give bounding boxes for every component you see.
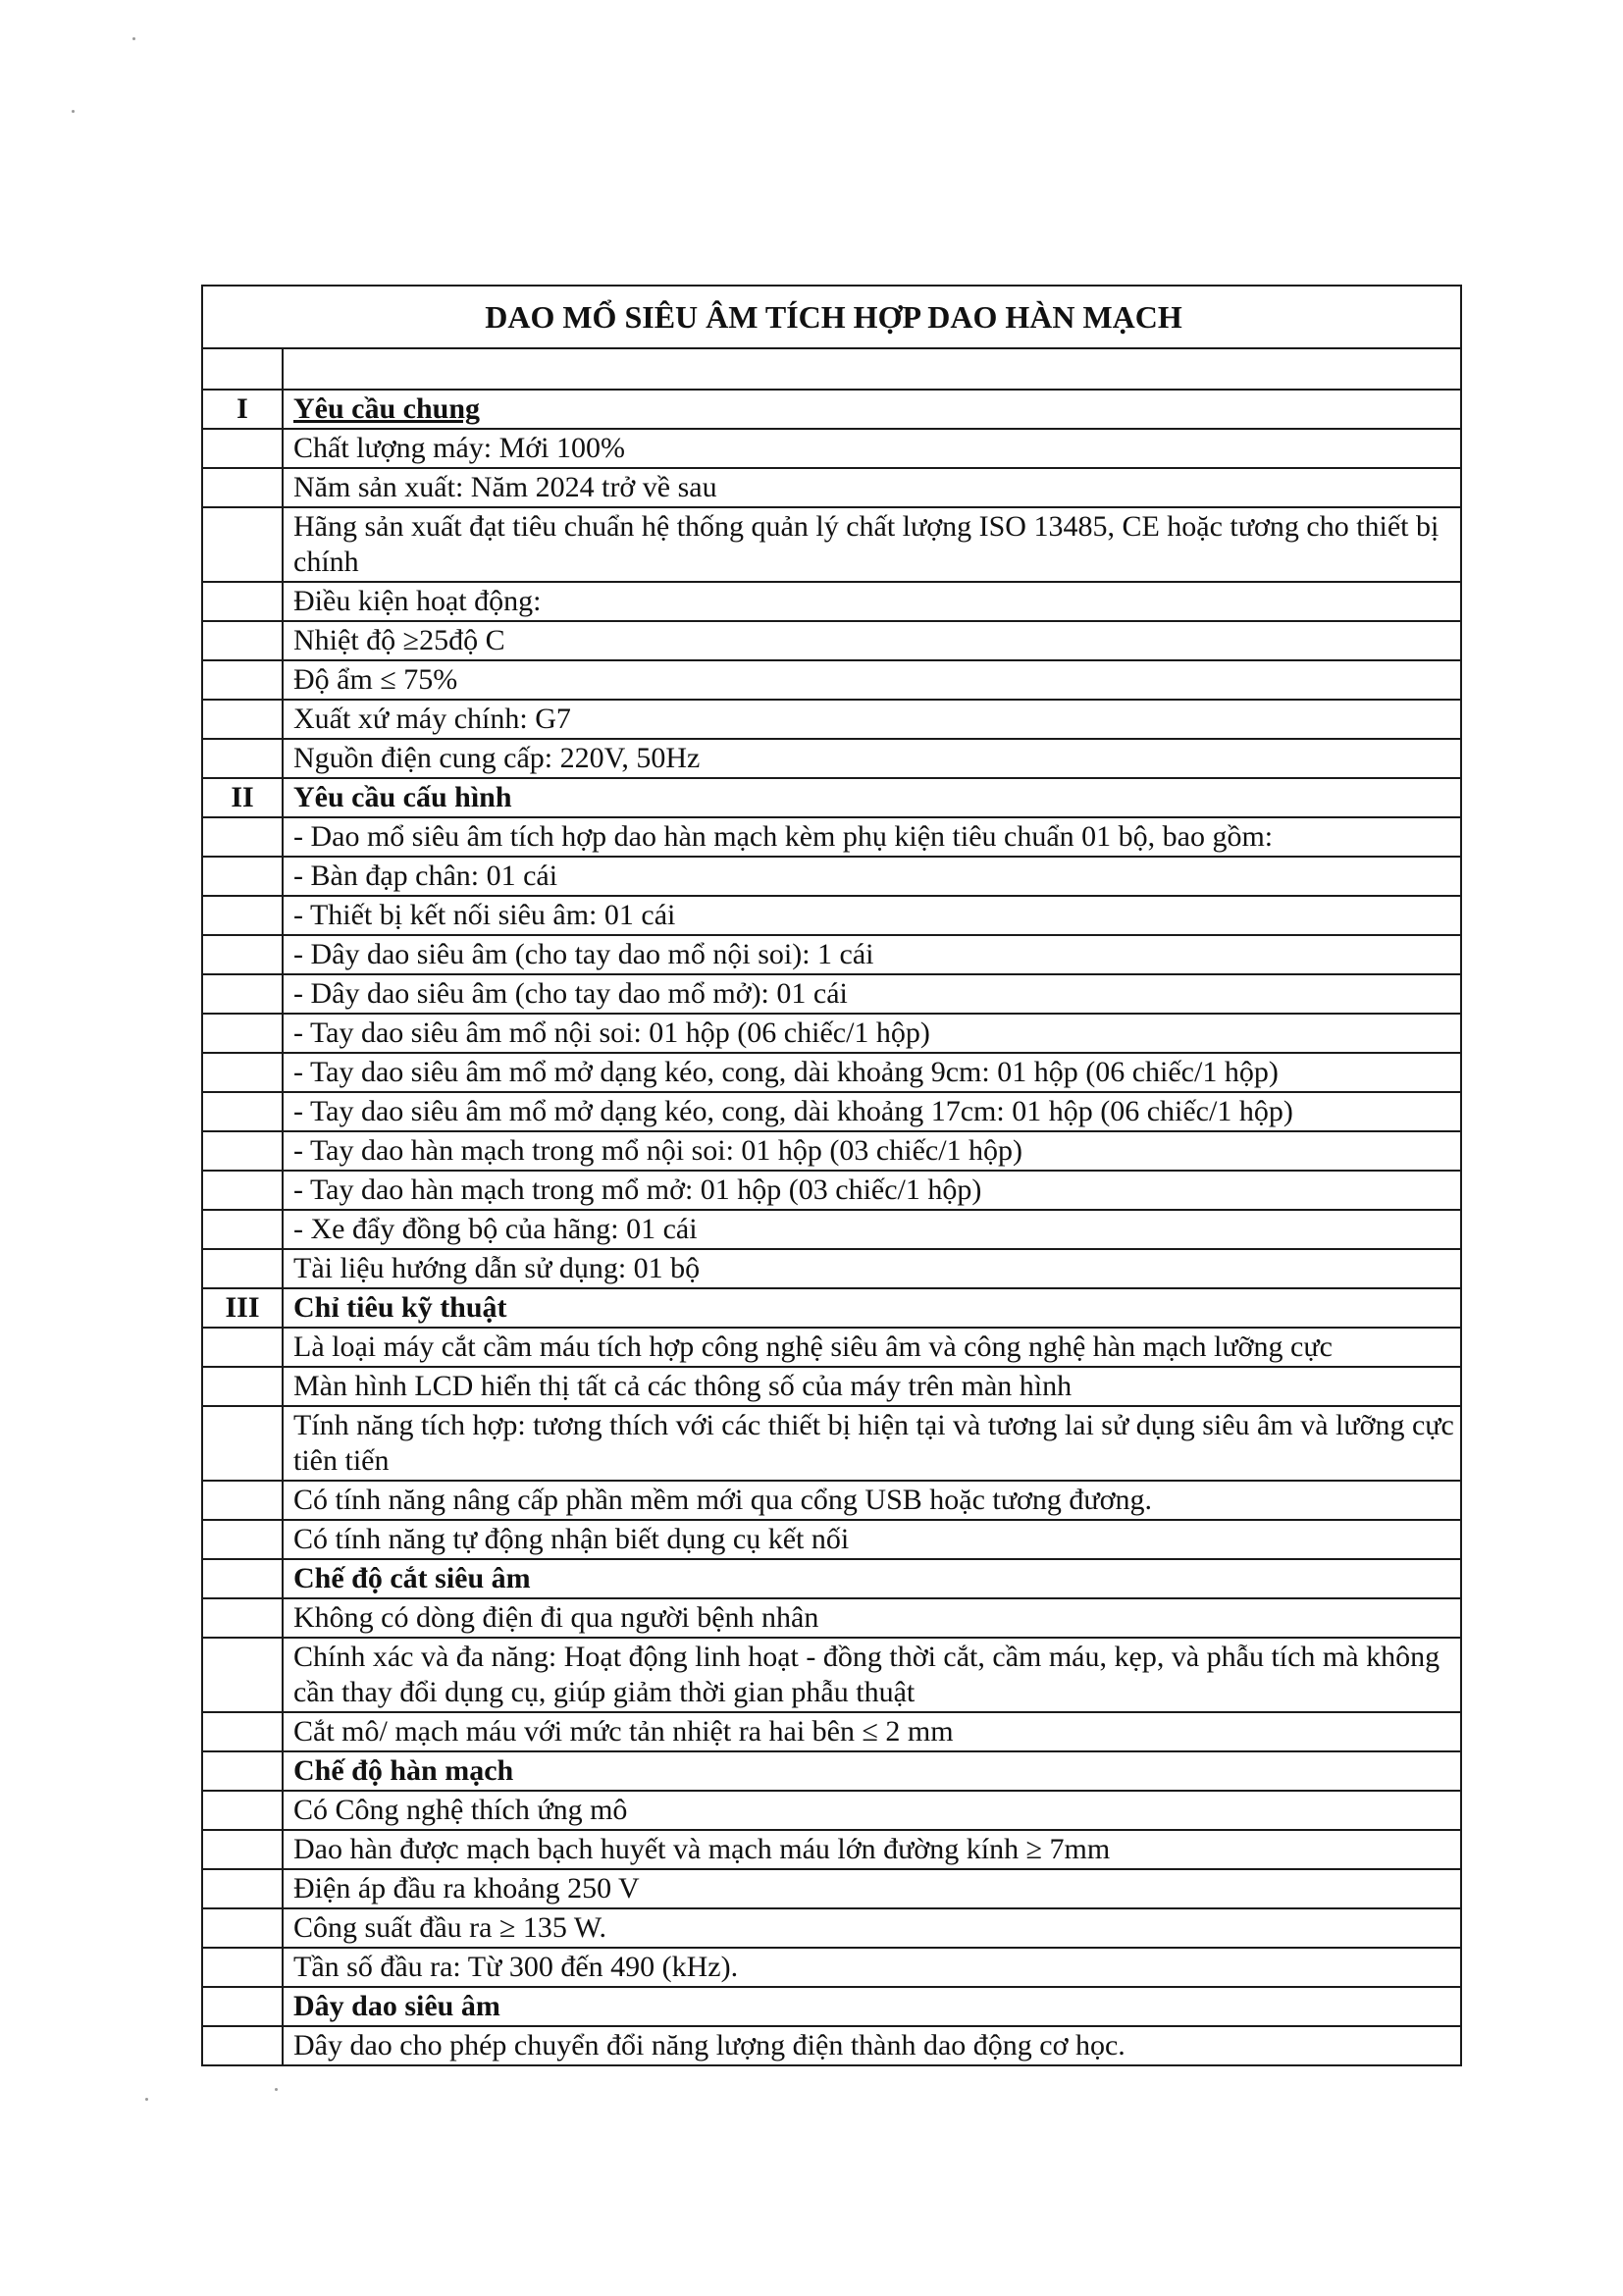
number-cell bbox=[202, 1406, 283, 1481]
number-cell bbox=[202, 2026, 283, 2065]
spec-row bbox=[202, 1328, 1461, 1367]
spec-row bbox=[202, 582, 1461, 621]
number-cell bbox=[202, 1520, 283, 1559]
number-cell bbox=[202, 468, 283, 507]
number-cell bbox=[202, 700, 283, 739]
spec-item: Màn hình LCD hiển thị tất cả các thông số của máy trên màn hình bbox=[283, 1367, 1461, 1406]
number-cell bbox=[202, 1481, 283, 1520]
subsection-heading: Chế độ cắt siêu âm bbox=[283, 1559, 1461, 1598]
spec-item: Dây dao cho phép chuyển đổi năng lượng điện thành dao động cơ học. bbox=[283, 2026, 1461, 2065]
number-cell bbox=[202, 1712, 283, 1751]
number-cell bbox=[202, 507, 283, 582]
spec-item: - Dây dao siêu âm (cho tay dao mổ mở): 01 cái bbox=[283, 974, 1461, 1014]
subsection-heading: Dây dao siêu âm bbox=[283, 1987, 1461, 2026]
section-heading-row bbox=[202, 1288, 1461, 1328]
section-heading-row bbox=[202, 390, 1461, 429]
number-cell bbox=[202, 1869, 283, 1908]
spec-item: - Xe đẩy đồng bộ của hãng: 01 cái bbox=[283, 1210, 1461, 1249]
spec-row bbox=[202, 1598, 1461, 1638]
spec-item: Độ ẩm ≤ 75% bbox=[283, 660, 1461, 700]
spec-item: Hãng sản xuất đạt tiêu chuẩn hệ thống quản lý chất lượng ISO 13485, CE hoặc tương cho thiết bị chính bbox=[283, 507, 1461, 582]
spec-row bbox=[202, 1520, 1461, 1559]
spec-item: - Tay dao siêu âm mổ mở dạng kéo, cong, dài khoảng 9cm: 01 hộp (06 chiếc/1 hộp) bbox=[283, 1053, 1461, 1092]
spec-row bbox=[202, 1171, 1461, 1210]
number-cell bbox=[202, 1171, 283, 1210]
spec-item: - Tay dao siêu âm mổ mở dạng kéo, cong, dài khoảng 17cm: 01 hộp (06 chiếc/1 hộp) bbox=[283, 1092, 1461, 1131]
spec-item: Tài liệu hướng dẫn sử dụng: 01 bộ bbox=[283, 1249, 1461, 1288]
spec-row bbox=[202, 507, 1461, 582]
number-cell bbox=[202, 1092, 283, 1131]
spec-row bbox=[202, 1481, 1461, 1520]
spec-item: - Bàn đạp chân: 01 cái bbox=[283, 857, 1461, 896]
subsection-heading-row bbox=[202, 1559, 1461, 1598]
number-cell bbox=[202, 974, 283, 1014]
number-cell bbox=[202, 857, 283, 896]
number-cell bbox=[202, 817, 283, 857]
number-cell bbox=[202, 1131, 283, 1171]
blank-row bbox=[202, 348, 1461, 390]
number-cell bbox=[202, 1830, 283, 1869]
scan-speck bbox=[145, 2098, 148, 2101]
spec-item: Có Công nghệ thích ứng mô bbox=[283, 1791, 1461, 1830]
spec-item: Công suất đầu ra ≥ 135 W. bbox=[283, 1908, 1461, 1948]
spec-row bbox=[202, 896, 1461, 935]
number-cell bbox=[202, 1791, 283, 1830]
number-cell bbox=[202, 896, 283, 935]
number-cell bbox=[202, 660, 283, 700]
spec-row bbox=[202, 1367, 1461, 1406]
spec-item: Điều kiện hoạt động: bbox=[283, 582, 1461, 621]
section-number: II bbox=[202, 778, 283, 817]
spec-row bbox=[202, 700, 1461, 739]
number-cell bbox=[202, 1249, 283, 1288]
spec-table bbox=[201, 285, 1462, 2066]
spec-item: - Thiết bị kết nối siêu âm: 01 cái bbox=[283, 896, 1461, 935]
spec-row bbox=[202, 817, 1461, 857]
number-cell bbox=[202, 1908, 283, 1948]
spec-item: - Tay dao siêu âm mổ nội soi: 01 hộp (06 chiếc/1 hộp) bbox=[283, 1014, 1461, 1053]
document-title: DAO MỔ SIÊU ÂM TÍCH HỢP DAO HÀN MẠCH bbox=[202, 286, 1461, 348]
blank-cell bbox=[202, 348, 283, 390]
spec-row bbox=[202, 935, 1461, 974]
spec-item: Nhiệt độ ≥25độ C bbox=[283, 621, 1461, 660]
number-cell bbox=[202, 1559, 283, 1598]
spec-row bbox=[202, 1014, 1461, 1053]
section-number: I bbox=[202, 390, 283, 429]
section-heading: Yêu cầu chung bbox=[283, 390, 1461, 429]
blank-cell bbox=[283, 348, 1461, 390]
spec-item: Năm sản xuất: Năm 2024 trở về sau bbox=[283, 468, 1461, 507]
spec-row bbox=[202, 468, 1461, 507]
spec-item: Tần số đầu ra: Từ 300 đến 490 (kHz). bbox=[283, 1948, 1461, 1987]
spec-row bbox=[202, 1249, 1461, 1288]
spec-row bbox=[202, 621, 1461, 660]
spec-item: Xuất xứ máy chính: G7 bbox=[283, 700, 1461, 739]
spec-item: Tính năng tích hợp: tương thích với các thiết bị hiện tại và tương lai sử dụng siêu âm và lưỡng cực tiên tiến bbox=[283, 1406, 1461, 1481]
scan-speck bbox=[72, 110, 75, 113]
title-row bbox=[202, 286, 1461, 348]
scan-speck bbox=[132, 37, 135, 40]
spec-row bbox=[202, 1406, 1461, 1481]
spec-row bbox=[202, 1638, 1461, 1712]
section-heading: Chỉ tiêu kỹ thuật bbox=[283, 1288, 1461, 1328]
number-cell bbox=[202, 1638, 283, 1712]
scan-speck bbox=[275, 2088, 278, 2091]
spec-row bbox=[202, 1131, 1461, 1171]
number-cell bbox=[202, 1014, 283, 1053]
number-cell bbox=[202, 935, 283, 974]
number-cell bbox=[202, 1598, 283, 1638]
spec-row bbox=[202, 2026, 1461, 2065]
spec-item: - Tay dao hàn mạch trong mổ mở: 01 hộp (03 chiếc/1 hộp) bbox=[283, 1171, 1461, 1210]
spec-row bbox=[202, 974, 1461, 1014]
number-cell bbox=[202, 1210, 283, 1249]
number-cell bbox=[202, 582, 283, 621]
spec-item: Chính xác và đa năng: Hoạt động linh hoạt - đồng thời cắt, cầm máu, kẹp, và phẫu tích mà không cần thay đổi dụng cụ, giúp giảm thời gian phẫu thuật bbox=[283, 1638, 1461, 1712]
spec-item: Nguồn điện cung cấp: 220V, 50Hz bbox=[283, 739, 1461, 778]
spec-row bbox=[202, 739, 1461, 778]
spec-row bbox=[202, 1869, 1461, 1908]
section-heading-row bbox=[202, 778, 1461, 817]
section-number: III bbox=[202, 1288, 283, 1328]
number-cell bbox=[202, 1987, 283, 2026]
spec-item: Không có dòng điện đi qua người bệnh nhân bbox=[283, 1598, 1461, 1638]
subsection-heading-row bbox=[202, 1751, 1461, 1791]
spec-row bbox=[202, 1712, 1461, 1751]
spec-row bbox=[202, 1830, 1461, 1869]
number-cell bbox=[202, 1751, 283, 1791]
spec-item: Dao hàn được mạch bạch huyết và mạch máu lớn đường kính ≥ 7mm bbox=[283, 1830, 1461, 1869]
subsection-heading: Chế độ hàn mạch bbox=[283, 1751, 1461, 1791]
spec-row bbox=[202, 660, 1461, 700]
number-cell bbox=[202, 1328, 283, 1367]
section-heading: Yêu cầu cấu hình bbox=[283, 778, 1461, 817]
spec-item: - Dây dao siêu âm (cho tay dao mổ nội soi): 1 cái bbox=[283, 935, 1461, 974]
number-cell bbox=[202, 739, 283, 778]
number-cell bbox=[202, 429, 283, 468]
spec-item: Điện áp đầu ra khoảng 250 V bbox=[283, 1869, 1461, 1908]
spec-item: - Dao mổ siêu âm tích hợp dao hàn mạch kèm phụ kiện tiêu chuẩn 01 bộ, bao gồm: bbox=[283, 817, 1461, 857]
number-cell bbox=[202, 1948, 283, 1987]
spec-item: - Tay dao hàn mạch trong mổ nội soi: 01 hộp (03 chiếc/1 hộp) bbox=[283, 1131, 1461, 1171]
spec-row bbox=[202, 1791, 1461, 1830]
spec-row bbox=[202, 1092, 1461, 1131]
spec-row bbox=[202, 1053, 1461, 1092]
spec-row bbox=[202, 857, 1461, 896]
number-cell bbox=[202, 621, 283, 660]
subsection-heading-row bbox=[202, 1987, 1461, 2026]
spec-item: Có tính năng tự động nhận biết dụng cụ kết nối bbox=[283, 1520, 1461, 1559]
spec-row bbox=[202, 1948, 1461, 1987]
spec-row bbox=[202, 429, 1461, 468]
spec-row bbox=[202, 1210, 1461, 1249]
number-cell bbox=[202, 1367, 283, 1406]
spec-row bbox=[202, 1908, 1461, 1948]
spec-item: Có tính năng nâng cấp phần mềm mới qua cổng USB hoặc tương đương. bbox=[283, 1481, 1461, 1520]
number-cell bbox=[202, 1053, 283, 1092]
spec-item: Cắt mô/ mạch máu với mức tản nhiệt ra hai bên ≤ 2 mm bbox=[283, 1712, 1461, 1751]
spec-item: Là loại máy cắt cầm máu tích hợp công nghệ siêu âm và công nghệ hàn mạch lưỡng cực bbox=[283, 1328, 1461, 1367]
spec-item: Chất lượng máy: Mới 100% bbox=[283, 429, 1461, 468]
